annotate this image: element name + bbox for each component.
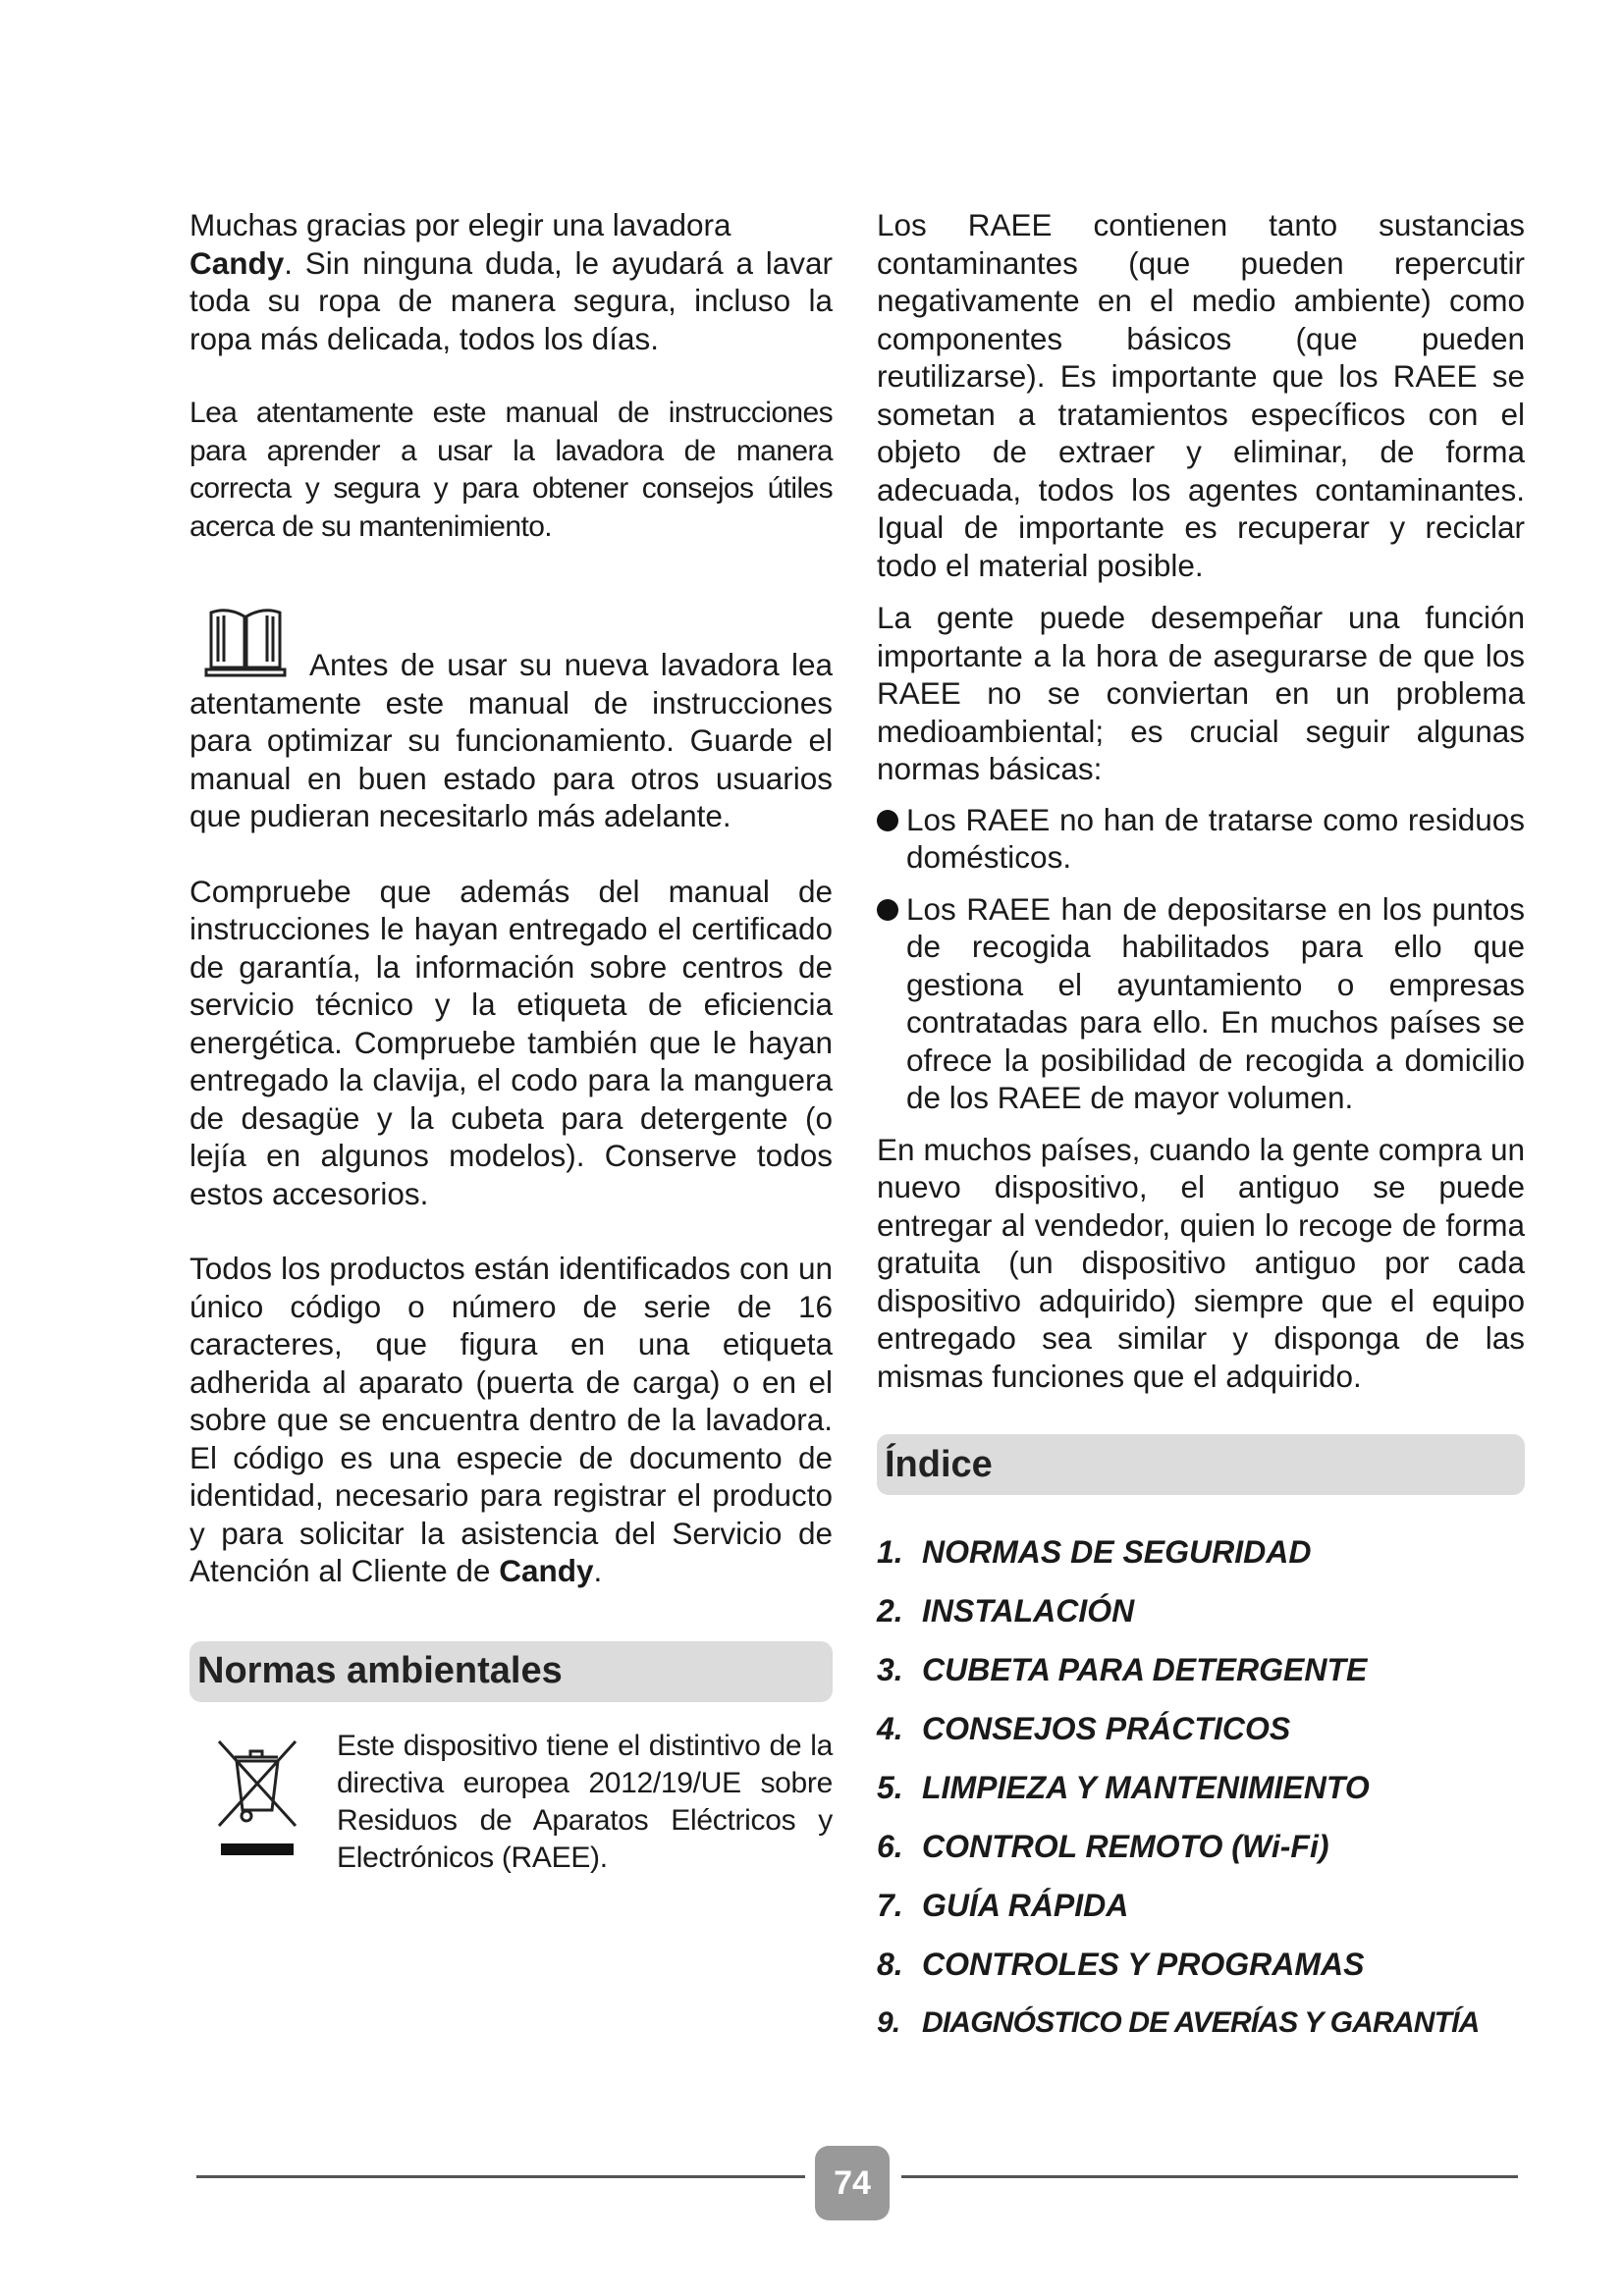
- toc-item[interactable]: 6. CONTROL REMOTO (Wi-Fi): [877, 1829, 1329, 1864]
- toc-item[interactable]: 4. CONSEJOS PRÁCTICOS: [877, 1711, 1291, 1746]
- before-use-block: [189, 605, 833, 835]
- right-column: [877, 206, 1525, 2053]
- serial-code-paragraph: Todos los productos están identificados con un único código o número de serie de 16 caracteres, que figura en una etiqueta adherida al aparato (puerta de carga) o en el sobre que se encuentra dentro de la lavadora. El código es una especie de documento de identidad, necesario para registrar el producto y para solicitar la asistencia del Servicio de Atención al Cliente de Candy.: [189, 1251, 833, 1588]
- toc-item[interactable]: 2. INSTALACIÓN: [877, 1593, 1135, 1629]
- list-item: Los RAEE han de depositarse en los puntos de recogida habilitados para ello que gestiona el ayuntamiento o empresas contratadas para ello. En muchos países se ofrece la posibilidad de recogida a domicilio de los RAEE de mayor volumen.: [877, 890, 1525, 1117]
- bullet-icon: [877, 899, 898, 921]
- weee-directive-paragraph: Este dispositivo tiene el distintivo de la directiva europea 2012/19/UE sobre Residuos de Aparatos Eléctricos y Electrónicos (RAEE).: [337, 1729, 833, 1874]
- before-use-paragraph: Antes de usar su nueva lavadora lea atentamente este manual de instrucciones para optimizar su funcionamiento. Guarde el manual en buen estado para otros usuarios que pudieran necesitarlo más adelante.: [189, 647, 833, 833]
- page-number-badge: 74: [815, 2146, 890, 2220]
- left-column: [189, 206, 833, 1877]
- list-item: Los RAEE no han de tratarse como residuos domésticos.: [877, 801, 1525, 877]
- people-role-paragraph: La gente puede desempeñar una función importante a la hora de asegurarse de que los RAEE no se conviertan en un problema medioambiental; es crucial seguir algunas normas básicas:: [877, 600, 1525, 786]
- toc-item[interactable]: 5. LIMPIEZA Y MANTENIMIENTO: [877, 1770, 1370, 1805]
- toc-item[interactable]: 3. CUBETA PARA DETERGENTE: [877, 1652, 1368, 1687]
- raee-rules-list: [877, 801, 1525, 1117]
- brand-name: Candy: [499, 1553, 594, 1588]
- read-manual-paragraph: Lea atentamente este manual de instrucciones para aprender a usar la lavadora de manera correcta y segura y para obtener consejos útiles acerca de su mantenimiento.: [189, 397, 833, 543]
- toc-item[interactable]: 1. NORMAS DE SEGURIDAD: [877, 1534, 1312, 1570]
- weee-block: [189, 1728, 833, 1877]
- many-countries-paragraph: En muchos países, cuando la gente compra un nuevo dispositivo, el antiguo se puede entregar al vendedor, quien lo recoge de forma gratuita (un dispositivo antiguo por cada dispositivo adquirido) siempre que el equipo entregado sea similar y disponga de las mismas funciones que el adquirido.: [877, 1131, 1525, 1394]
- toc-item[interactable]: 9. DIAGNÓSTICO DE AVERÍAS Y GARANTÍA: [877, 2006, 1480, 2039]
- open-book-icon: [203, 605, 288, 677]
- environmental-section-header: Normas ambientales: [189, 1641, 833, 1702]
- check-accessories-paragraph: Compruebe que además del manual de instrucciones le hayan entregado el certificado de garantía, la información sobre centros de servicio técnico y la etiqueta de eficiencia energética. Compruebe también que le hayan entregado la clavija, el codo para la manguera de desagüe y la cubeta para detergente (o lejía en algunos modelos). Conserve todos estos accesorios.: [189, 873, 833, 1211]
- footer-divider-right: [901, 2175, 1518, 2178]
- brand-name: Candy: [189, 244, 285, 281]
- crossed-out-wheelie-bin-icon: [215, 1732, 299, 1859]
- toc-item[interactable]: 7. GUÍA RÁPIDA: [877, 1888, 1129, 1923]
- index-section-header: Índice: [877, 1434, 1525, 1495]
- raee-intro-paragraph: Los RAEE contienen tanto sustancias contaminantes (que pueden repercutir negativamente en el medio ambiente) como componentes básicos (que pueden reutilizarse). Es importante que los RAEE se sometan a tratamientos específicos con el objeto de extraer y eliminar, de forma adecuada, todos los agentes contaminantes. Igual de importante es recuperar y reciclar todo el material posible.: [877, 207, 1525, 583]
- footer-divider-left: [196, 2175, 805, 2178]
- bullet-icon: [877, 810, 898, 831]
- intro-paragraph: Muchas gracias por elegir una lavadora Candy. Sin ninguna duda, le ayudará a lavar toda su ropa de manera segura, incluso la ropa más delicada, todos los días.: [189, 207, 833, 356]
- table-of-contents: [877, 1522, 1525, 2053]
- toc-item[interactable]: 8. CONTROLES Y PROGRAMAS: [877, 1947, 1365, 1982]
